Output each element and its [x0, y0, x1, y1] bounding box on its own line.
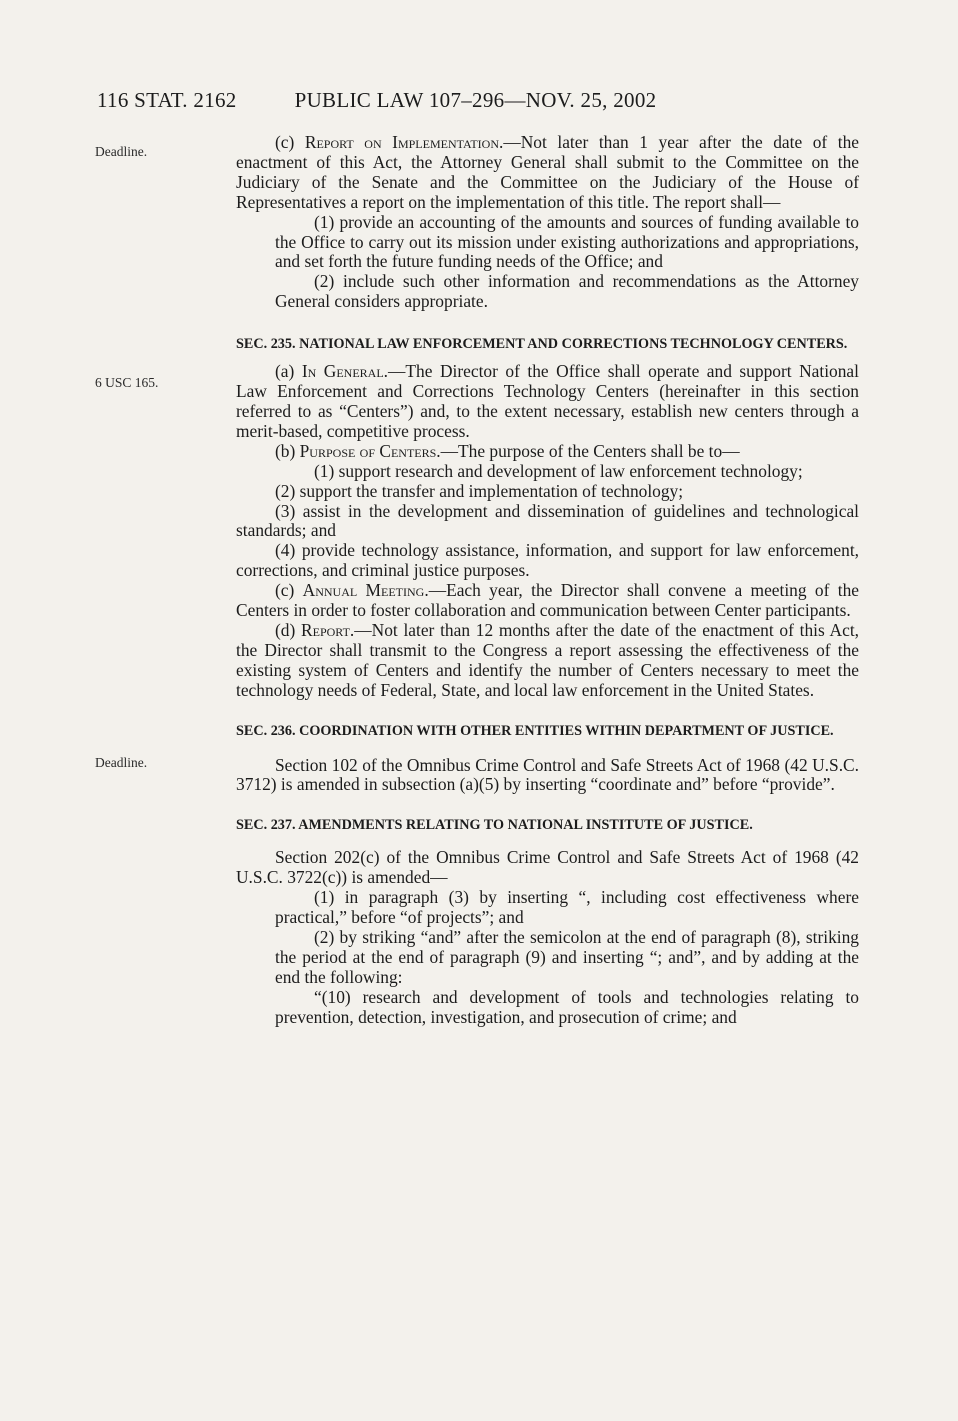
- paragraph-235-b-1: (1) support research and development of law enforcement technology;: [314, 460, 803, 481]
- public-law-citation: PUBLIC LAW 107–296—NOV. 25, 2002: [294, 88, 657, 112]
- section-235-heading: SEC. 235. NATIONAL LAW ENFORCEMENT AND CORRECTIONS TECHNOLOGY CENTERS.: [236, 336, 848, 353]
- margin-note-deadline-2: Deadline.: [95, 755, 148, 770]
- paragraph-c-1: (1) provide an accounting of the amounts and sources of funding available to the Office to carry out its mission under existing authorizations and appropriations, and set forth the future funding needs of the Office; and: [275, 211, 859, 272]
- body-text: [236, 133, 859, 1028]
- page-header: [97, 88, 656, 113]
- paragraph-235-b-2: (2) support the transfer and implementation of technology;: [275, 480, 684, 501]
- stat-citation: 116 STAT. 2162: [97, 88, 237, 112]
- subsection-235-a: (a) In General.—The Director of the Office shall operate and support National Law Enforcement and Corrections Technology Centers (hereinafter in this section referred to as “Centers”) and, to the extent necessary, establish new centers through a merit-based, competitive process.: [236, 361, 859, 441]
- subsection-235-c: (c) Annual Meeting.—Each year, the Director shall convene a meeting of the Centers in order to foster collaboration and communication between Center participants.: [236, 580, 859, 621]
- margin-note-deadline: Deadline.: [95, 144, 148, 159]
- subsection-c-report: (c) Report on Implementation.—Not later than 1 year after the date of the enactment of this Act, the Attorney General shall submit to the Committee on the Judiciary of the Senate and the Committee on the Judiciary of the House of Representatives a report on the implementation of this title. The report shall—: [236, 132, 860, 212]
- subsection-235-b: (b) Purpose of Centers.—The purpose of the Centers shall be to—: [275, 440, 740, 461]
- paragraph-237-3: “(10) research and development of tools and technologies relating to prevention, detection, investigation, and prosecution of crime; and: [275, 986, 859, 1027]
- section-237-heading: SEC. 237. AMENDMENTS RELATING TO NATIONAL INSTITUTE OF JUSTICE.: [236, 817, 753, 834]
- section-237-text: Section 202(c) of the Omnibus Crime Control and Safe Streets Act of 1968 (42 U.S.C. 3722(c)) is amended—: [236, 847, 859, 888]
- paragraph-c-2: (2) include such other information and recommendations as the Attorney General considers appropriate.: [275, 271, 859, 312]
- section-236-text: Section 102 of the Omnibus Crime Control and Safe Streets Act of 1968 (42 U.S.C. 3712) is amended in subsection (a)(5) by inserting “coordinate and” before “provide”.: [236, 754, 859, 795]
- paragraph-235-b-4: (4) provide technology assistance, information, and support for law enforcement, corrections, and criminal justice purposes.: [236, 540, 859, 581]
- paragraph-237-2: (2) by striking “and” after the semicolon at the end of paragraph (8), striking the period at the end of paragraph (9) and inserting “; and”, and by adding at the end the following:: [275, 927, 859, 987]
- paragraph-237-1: (1) in paragraph (3) by inserting “, including cost effectiveness where practical,” before “of projects”; and: [275, 887, 859, 928]
- section-236-heading: SEC. 236. COORDINATION WITH OTHER ENTITIES WITHIN DEPARTMENT OF JUSTICE.: [236, 722, 834, 739]
- margin-note-usc: 6 USC 165.: [95, 375, 159, 390]
- paragraph-235-b-3: (3) assist in the development and dissemination of guidelines and technological standards; and: [236, 500, 859, 541]
- subsection-235-d: (d) Report.—Not later than 12 months after the date of the enactment of this Act, the Director shall transmit to the Congress a report assessing the effectiveness of the existing system of Centers and identify the number of Centers necessary to meet the technology needs of Federal, State, and local law enforcement in the United States.: [236, 619, 859, 700]
